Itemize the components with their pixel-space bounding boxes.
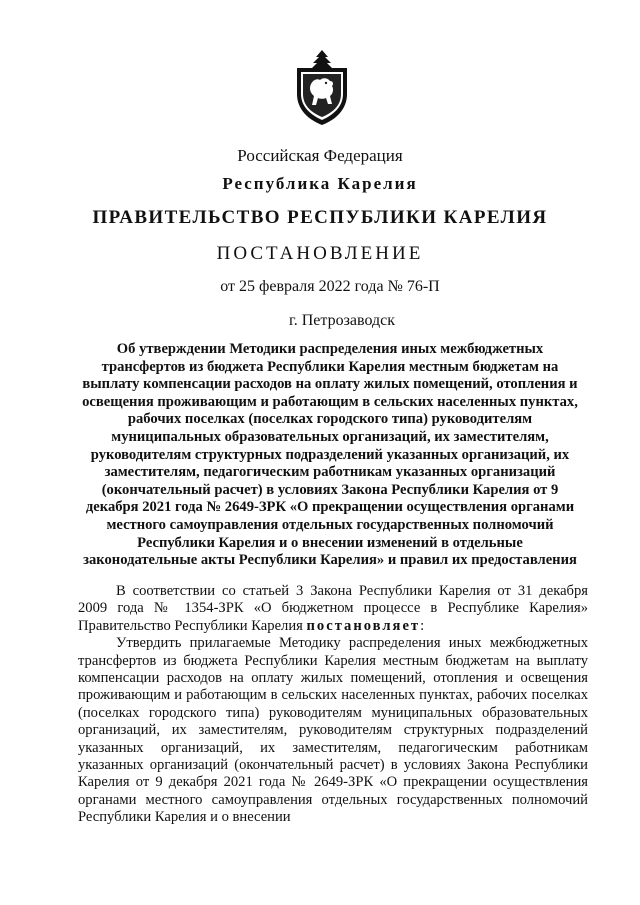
paragraph-1-text: В соответствии со статьей 3 Закона Республики Карелия от 31 декабря 2009 года № 1354-ЗРК «О бюджетном процессе в Республике Карелия» Правительство Республики Карелия <box>78 583 588 634</box>
document-city: г. Петрозаводск <box>288 312 396 329</box>
country-name: Российская Федерация <box>237 146 403 165</box>
document-body <box>78 583 588 827</box>
document-title: Об утверждении Методики распределения иных межбюджетных трансфертов из бюджета Республики Карелия местным бюджетам на выплату компенсации расходов на оплату жилых помещений, отопления и освещения проживающим и работающим в сельских населенных пунктах, рабочих поселках (поселках городского типа) руководителям муниципальных образовательных организаций, их заместителям, руководителям структурных подразделений указанных организаций, их заместителям, педагогическим работникам указанных организаций (окончательный расчет) в условиях Закона Республики Карелия от 9 декабря 2021 года № 2649-ЗРК «О прекращении осуществления органами местного самоуправления отдельных государственных полномочий Республики Карелия и о внесении изменений в отдельные законодательные акты Республики Карелия» и правил их предоставления <box>82 341 578 569</box>
karelia-coat-of-arms-icon <box>293 50 351 126</box>
body-paragraph-1 <box>78 583 588 635</box>
body-paragraph-2: Утвердить прилагаемые Методику распределения иных межбюджетных трансфертов из бюджета Республики Карелия местным бюджетам на выплату компенсации расходов на оплату жилых помещений, отопления и освещения проживающим и работающим в сельских населенных пунктах, рабочих поселках (поселках городского типа) руководителям муниципальных образовательных организаций, их заместителям, руководителям структурных подразделений указанных организаций, их заместителям, педагогическим работникам указанных организаций (окончательный расчет) в условиях Закона Республики Карелия от 9 декабря 2021 года № 2649-ЗРК «О прекращении осуществления органами местного самоуправления отдельных государственных полномочий Республики Карелия и о внесении <box>78 635 588 826</box>
paragraph-1-end: : <box>420 617 425 634</box>
document-type: ПОСТАНОВЛЕНИЕ <box>216 243 424 264</box>
document-date-number: от 25 февраля 2022 года № 76-П <box>220 278 440 295</box>
decree-verb: постановляет <box>306 617 421 634</box>
republic-name: Республика Карелия <box>222 174 418 193</box>
government-name: ПРАВИТЕЛЬСТВО РЕСПУБЛИКИ КАРЕЛИЯ <box>92 207 548 228</box>
